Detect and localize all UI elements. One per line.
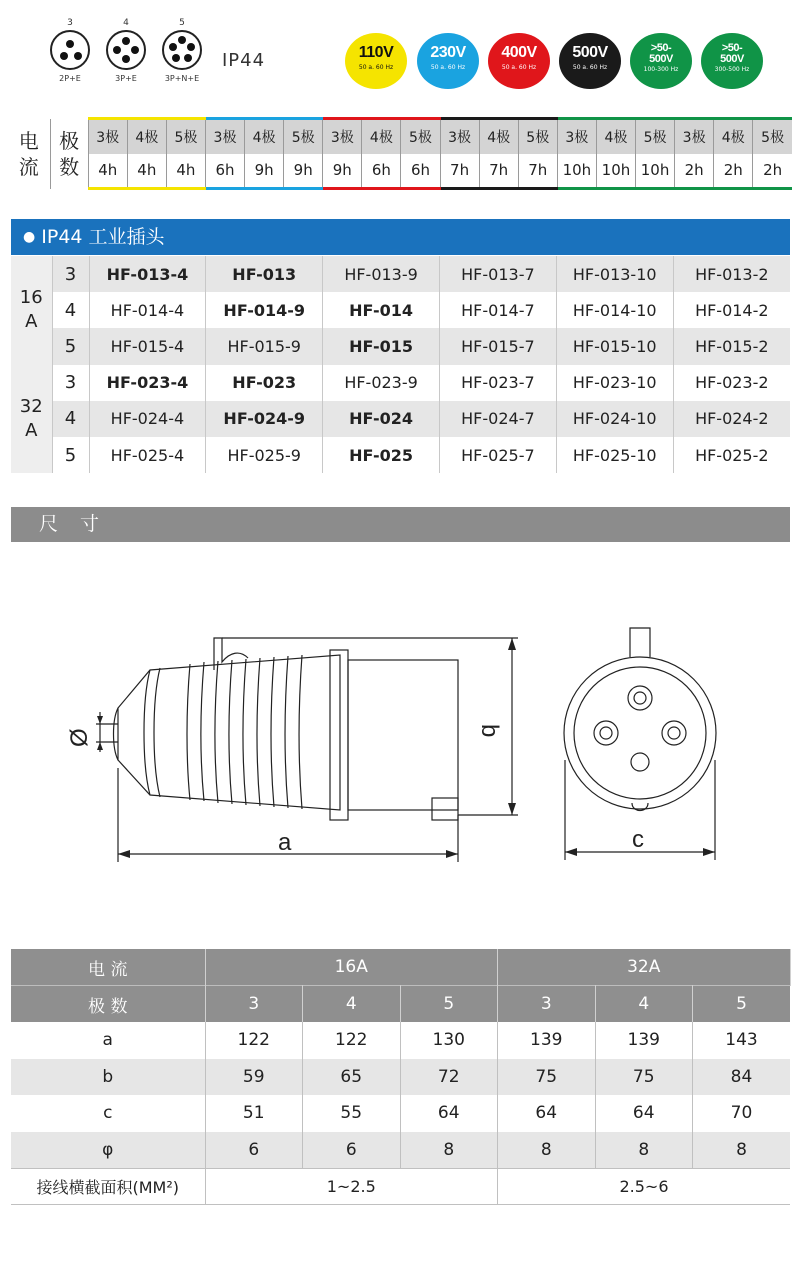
- model-code-cell: HF-015: [323, 328, 440, 364]
- pole-cell: 4极: [479, 119, 518, 154]
- dimension-value-cell: 55: [303, 1095, 401, 1132]
- plug-model-table: [11, 256, 790, 473]
- dimension-c-label: c: [632, 826, 644, 853]
- model-code-cell: HF-013-4: [89, 256, 206, 292]
- badge-voltage-line1: >50-: [721, 42, 743, 54]
- hour-cell: 2h: [753, 154, 792, 189]
- poles-header: 极 数: [11, 986, 205, 1023]
- current-label: 电 流: [8, 119, 50, 189]
- badge-frequency: 50 a. 60 Hz: [358, 64, 394, 71]
- pole-cell: 4极: [127, 119, 166, 154]
- pole-cell: 4极: [714, 119, 753, 154]
- badge-frequency: 50 a. 60 Hz: [430, 64, 466, 71]
- model-code-cell: HF-015-2: [673, 328, 790, 364]
- model-code-cell: HF-014-10: [556, 292, 673, 328]
- pin-count: 5: [179, 18, 185, 28]
- pole-cell: 5极: [401, 119, 440, 154]
- badge-voltage-line2: 500V: [720, 53, 744, 65]
- dimension-value-cell: 143: [725, 1030, 758, 1051]
- water-drop-icon: ●: [23, 229, 36, 245]
- model-code-cell: HF-014-2: [695, 300, 769, 320]
- hour-cell: 4h: [166, 154, 205, 189]
- dimension-value-cell: 75: [498, 1059, 596, 1096]
- table-row: [11, 401, 790, 437]
- dim-header-current-row: [11, 949, 790, 986]
- voltage-badge-110v: [345, 33, 407, 89]
- poles-label: 极 数: [50, 119, 88, 189]
- model-code-cell: HF-024-10: [556, 401, 673, 437]
- front-pin-right: [662, 721, 686, 745]
- model-code-cell: HF-013-10: [556, 256, 673, 292]
- dimension-value-cell: 84: [693, 1059, 791, 1096]
- voltage-badge-500v: [559, 33, 621, 89]
- current-header: 电 流: [11, 949, 205, 986]
- pole-cell: 5极: [636, 119, 675, 154]
- pole-cell: 5极: [166, 119, 205, 154]
- pole-cell: 3极: [675, 119, 714, 154]
- hour-cell: 9h: [284, 154, 323, 189]
- dimension-value-cell: 139: [595, 1022, 693, 1059]
- model-code-cell: HF-023: [206, 365, 323, 401]
- pole-count-cell: 4: [52, 292, 89, 328]
- hour-cell: 6h: [362, 154, 401, 189]
- model-code-cell: HF-024-4: [89, 401, 206, 437]
- pole-cell: 3极: [440, 119, 479, 154]
- dimension-value-cell: 8: [498, 1132, 596, 1169]
- dimension-value-cell: 64: [498, 1095, 596, 1132]
- badge-voltage-line1: >50-: [650, 42, 672, 54]
- hour-cell: 10h: [557, 154, 596, 189]
- hour-cell: 4h: [88, 154, 127, 189]
- dimension-label-cell: c: [11, 1095, 205, 1132]
- pin-caption: 3P+N+E: [164, 74, 200, 83]
- dimension-value-cell: 72: [400, 1059, 498, 1096]
- table-row: [11, 365, 790, 401]
- plug-sleeve: [348, 660, 458, 810]
- dimension-b-label: b: [476, 724, 503, 738]
- model-code-cell: HF-013-2: [673, 256, 790, 292]
- badge-voltage: 500V: [572, 44, 608, 61]
- dimension-section-title: 尺寸: [39, 513, 122, 535]
- model-code-cell: HF-025-2: [695, 445, 769, 465]
- plug-dimension-drawing: [0, 600, 800, 900]
- pole-cell: 3极: [557, 119, 596, 154]
- pole-cell: 5极: [284, 119, 323, 154]
- hour-cell: 2h: [675, 154, 714, 189]
- badge-voltage: 110V: [358, 44, 394, 61]
- dimension-value-cell: 70: [730, 1103, 753, 1124]
- plug-section-header: [11, 219, 790, 255]
- model-code-cell: HF-025-7: [439, 437, 556, 473]
- pole-header-cell: 4: [595, 986, 693, 1023]
- wire-section-value: 1~2.5: [205, 1168, 498, 1205]
- dimension-label-cell: a: [11, 1022, 205, 1059]
- pin-icon-4: [102, 18, 150, 83]
- hour-cell: 6h: [205, 154, 244, 189]
- voltage-badge-50-500v-low: [630, 33, 692, 89]
- model-code-cell: HF-014-4: [89, 292, 206, 328]
- voltage-badge-230v: [417, 33, 479, 89]
- pole-cell: 5极: [753, 119, 792, 154]
- model-code-cell: HF-024-9: [206, 401, 323, 437]
- pole-cell: 4极: [362, 119, 401, 154]
- pole-count-cell: 5: [52, 328, 89, 364]
- dimension-value-cell: 8: [693, 1132, 791, 1169]
- hour-cell: 7h: [518, 154, 557, 189]
- front-pin-left: [594, 721, 618, 745]
- model-code-cell: HF-015-7: [439, 328, 556, 364]
- pole-count-cell: 3: [52, 365, 89, 401]
- dimension-value-cell: 51: [205, 1095, 303, 1132]
- dimension-value-cell: 130: [400, 1022, 498, 1059]
- pin-count: 4: [123, 18, 129, 28]
- table-row: [11, 437, 790, 473]
- voltage-badge-50-500v-high: [701, 33, 763, 89]
- hour-cell: 7h: [479, 154, 518, 189]
- model-code-cell: HF-023-9: [323, 365, 440, 401]
- badge-frequency: 100-300 Hz: [643, 66, 679, 73]
- model-code-cell: HF-025-4: [89, 437, 206, 473]
- pole-count-cell: 4: [52, 401, 89, 437]
- table-row: [11, 256, 790, 292]
- dimension-value-cell: 139: [498, 1022, 596, 1059]
- table-row: [11, 1022, 790, 1059]
- model-code-cell: HF-015-9: [206, 328, 323, 364]
- pole-cell: 3极: [88, 119, 127, 154]
- dimension-value-cell: 65: [303, 1059, 401, 1096]
- wire-section-row: [11, 1168, 790, 1205]
- dimension-value-cell: 8: [400, 1132, 498, 1169]
- amp-rating-cell: 32 A: [11, 365, 52, 474]
- badge-frequency: 50 a. 60 Hz: [501, 64, 537, 71]
- socket-face-4-icon: [106, 30, 146, 70]
- dimension-table: [11, 949, 791, 1205]
- model-code-cell: HF-023-10: [556, 365, 673, 401]
- badge-voltage: 400V: [501, 44, 537, 61]
- pole-count-cell: 3: [52, 256, 89, 292]
- pole-header-cell: 5: [400, 986, 498, 1023]
- badge-frequency: 300-500 Hz: [714, 66, 750, 73]
- dimension-value-cell: 75: [595, 1059, 693, 1096]
- dimension-value-cell: 6: [205, 1132, 303, 1169]
- dimension-label-cell: b: [11, 1059, 205, 1096]
- table-row: [11, 328, 790, 364]
- model-code-cell: HF-015-4: [89, 328, 206, 364]
- pole-cell: 4极: [245, 119, 284, 154]
- pole-cell: 4极: [596, 119, 635, 154]
- dimension-a-label: a: [278, 829, 292, 856]
- hour-cell: 9h: [245, 154, 284, 189]
- dimension-value-cell: 122: [303, 1022, 401, 1059]
- badge-voltage: 230V: [430, 44, 466, 61]
- amp-rating-cell: 16 A: [11, 256, 52, 365]
- dimension-value-cell: 64: [400, 1095, 498, 1132]
- pole-count-cell: 5: [52, 437, 89, 473]
- table-row: [11, 1132, 790, 1169]
- model-code-cell: HF-025: [323, 437, 440, 473]
- pin-caption: 3P+E: [115, 74, 137, 83]
- socket-front-outer: [564, 657, 716, 809]
- badge-frequency: 50 a. 60 Hz: [572, 64, 608, 71]
- dimension-value-cell: 8: [595, 1132, 693, 1169]
- model-code-cell: HF-024-7: [439, 401, 556, 437]
- model-code-cell: HF-023-4: [89, 365, 206, 401]
- model-code-cell: HF-024-2: [673, 401, 790, 437]
- voltage-badge-400v: [488, 33, 550, 89]
- badge-voltage-line2: 500V: [649, 53, 673, 65]
- hour-row: [8, 154, 792, 189]
- wire-section-label: 接线横截面积(MM²): [11, 1168, 205, 1205]
- dimension-phi-label: Ø: [66, 728, 93, 747]
- model-code-cell: HF-023-7: [439, 365, 556, 401]
- pole-row: [8, 119, 792, 154]
- dimension-value-cell: 64: [595, 1095, 693, 1132]
- model-code-cell: HF-014-7: [439, 292, 556, 328]
- dimension-value-cell: 59: [205, 1059, 303, 1096]
- ip-rating-label: IP44: [222, 50, 266, 71]
- pin-caption: 2P+E: [59, 74, 81, 83]
- model-code-cell: HF-025-9: [206, 437, 323, 473]
- model-code-cell: HF-015-10: [556, 328, 673, 364]
- hour-cell: 9h: [323, 154, 362, 189]
- pole-cell: 3极: [323, 119, 362, 154]
- model-code-cell: HF-013-9: [323, 256, 440, 292]
- plug-collar: [330, 650, 348, 820]
- pole-header-cell: 5: [693, 986, 791, 1023]
- dimension-section-header: [11, 507, 790, 542]
- front-pin-bottom: [631, 753, 649, 771]
- hour-cell: 7h: [440, 154, 479, 189]
- model-code-cell: HF-014-9: [206, 292, 323, 328]
- pin-icon-3: [46, 18, 94, 83]
- hour-cell: 6h: [401, 154, 440, 189]
- model-code-cell: HF-013-7: [439, 256, 556, 292]
- pole-cell: 5极: [518, 119, 557, 154]
- table-row: [11, 1059, 790, 1096]
- dimension-value-cell: 6: [303, 1132, 401, 1169]
- pole-hour-table: [8, 117, 792, 190]
- plug-grip-ribs: [187, 655, 302, 809]
- socket-face-3-icon: [50, 30, 90, 70]
- pole-cell: 3极: [205, 119, 244, 154]
- hour-cell: 10h: [636, 154, 675, 189]
- hour-cell: 10h: [596, 154, 635, 189]
- front-pin-top: [628, 686, 652, 710]
- pole-header-cell: 3: [205, 986, 303, 1023]
- model-code-cell: HF-014: [323, 292, 440, 328]
- pole-header-cell: 4: [303, 986, 401, 1023]
- hour-cell: 4h: [127, 154, 166, 189]
- table-row: [11, 292, 790, 328]
- pin-icon-5: [158, 18, 206, 83]
- model-code-cell: HF-023-2: [695, 373, 769, 393]
- socket-face-5-icon: [162, 30, 202, 70]
- dimension-value-cell: 122: [205, 1022, 303, 1059]
- hour-cell: 2h: [714, 154, 753, 189]
- dimension-label-cell: φ: [11, 1132, 205, 1169]
- model-code-cell: HF-013: [206, 256, 323, 292]
- model-code-cell: HF-025-10: [556, 437, 673, 473]
- front-top-tab: [630, 628, 650, 657]
- group-16a: 16A: [205, 949, 498, 986]
- plug-section-title: IP44 工业插头: [41, 226, 165, 248]
- pin-count: 3: [67, 18, 73, 28]
- group-32a: 32A: [498, 949, 791, 986]
- plug-key: [432, 798, 458, 820]
- model-code-cell: HF-024: [323, 401, 440, 437]
- plug-nose: [114, 708, 119, 760]
- table-row: [11, 1095, 790, 1132]
- pole-header-cell: 3: [498, 986, 596, 1023]
- dim-header-poles-row: [11, 986, 790, 1023]
- wire-section-value: 2.5~6: [498, 1168, 791, 1205]
